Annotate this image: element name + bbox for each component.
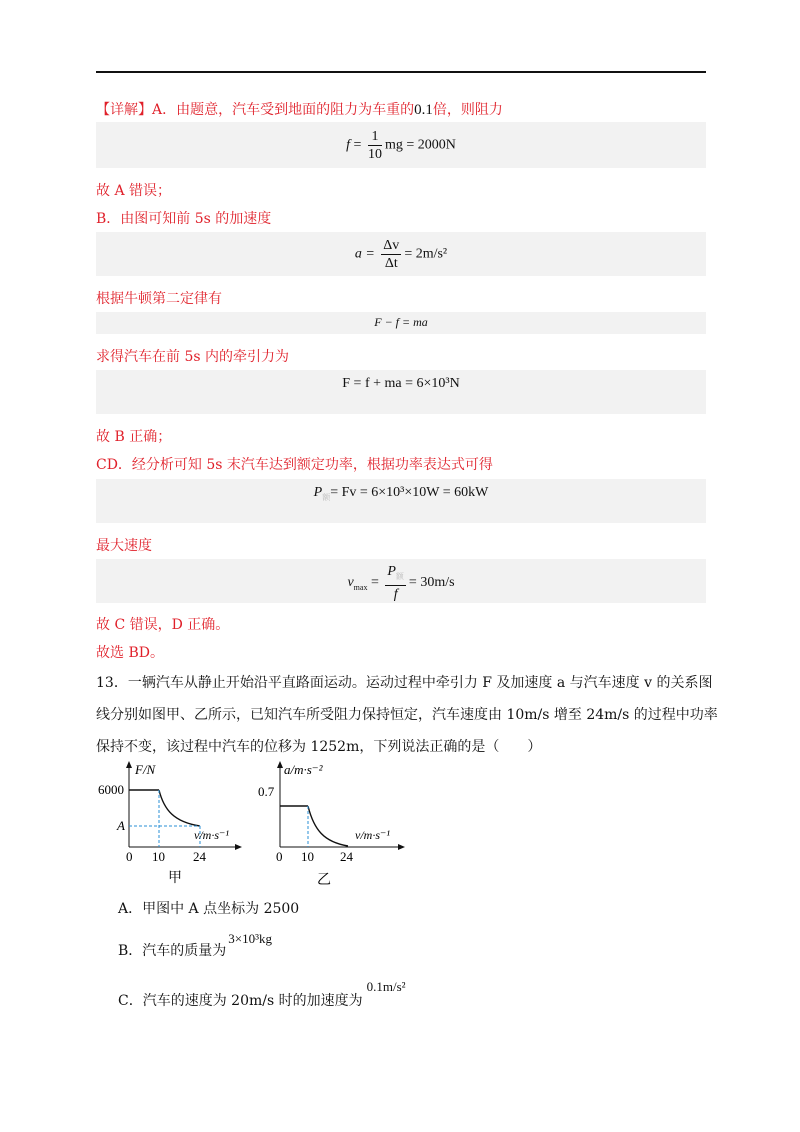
option-a: A．甲图中 A 点坐标为 2500 <box>118 901 300 917</box>
jia-x-label: v/m·s⁻¹ <box>194 828 229 842</box>
solution-intro: 【详解】A．由题意，汽车受到地面的阻力为车重的0.1倍，则阻力 <box>96 102 503 118</box>
yi-x-label: v/m·s⁻¹ <box>355 828 390 842</box>
jia-origin: 0 <box>126 849 133 864</box>
b-right: 故 B 正确； <box>96 429 172 445</box>
jia-caption: 甲 <box>168 871 182 886</box>
option-c: C．汽车的速度为 20m/s 时的加速度为0.1m/s² <box>118 979 406 1009</box>
final-answer: 故选 BD。 <box>96 645 164 661</box>
question-line-2: 线分别如图甲、乙所示，已知汽车所受阻力保持恒定，汽车速度由 10m/s 增至 24m/s 的过程中功率 <box>96 707 718 723</box>
formula-box-max-speed <box>96 559 706 603</box>
jia-tick-6000: 6000 <box>98 782 124 797</box>
formula-box-friction <box>96 122 706 168</box>
figures <box>92 760 422 890</box>
formula-accel: a = $\frac{\Delta v}{\Delta t}$ = 2m/s² <box>354 238 448 271</box>
formula-max-speed: $v_{max}$ = $\frac{P_额}{f}$ = 30m/s <box>347 564 455 602</box>
figure-jia <box>98 762 239 886</box>
option-c-value: 0.1m/s² <box>366 979 406 994</box>
figure-yi <box>258 762 402 888</box>
option-b-value: 3×10³kg <box>228 931 273 946</box>
yi-tick-10: 10 <box>301 849 314 864</box>
question-line-3: 保持不变，该过程中汽车的位移为 1252m，下列说法正确的是（ ） <box>96 739 542 755</box>
option-b: B．汽车的质量为3×10³kg <box>118 931 273 959</box>
formula-box-newton <box>96 312 706 334</box>
yi-y-label: a/m·s⁻² <box>284 762 323 777</box>
traction-intro: 求得汽车在前 5s 内的牵引力为 <box>96 349 289 365</box>
yi-curve <box>308 806 348 846</box>
formula-friction: f = $\frac{1}{10}$ mg = 2000N <box>346 129 456 162</box>
newton-law: 根据牛顿第二定律有 <box>96 291 222 307</box>
a-wrong: 故 A 错误； <box>96 183 172 199</box>
max-speed-label: 最大速度 <box>96 538 152 554</box>
c-wrong: 故 C 错误，D 正确。 <box>96 617 230 633</box>
question-line-1: 13．一辆汽车从静止开始沿平直路面运动。运动过程中牵引力 F 及加速度 a 与汽车速度 v 的关系图 <box>96 675 713 691</box>
formula-box-traction <box>96 370 706 414</box>
jia-tick-a: A <box>117 818 125 833</box>
formula-traction: F = f + ma = 6×10³N <box>342 376 460 391</box>
yi-tick-24: 24 <box>340 849 353 864</box>
b-intro: B．由图可知前 5s 的加速度 <box>96 211 272 227</box>
jia-y-label: F/N <box>135 762 156 777</box>
jia-curve <box>159 790 200 826</box>
cd-intro: CD．经分析可知 5s 末汽车达到额定功率，根据功率表达式可得 <box>96 457 493 473</box>
jia-tick-24: 24 <box>193 849 206 864</box>
coefficient: 0.1 <box>414 102 433 118</box>
formula-newton: F − f = ma <box>374 315 428 329</box>
yi-origin: 0 <box>276 849 283 864</box>
jia-tick-10: 10 <box>152 849 165 864</box>
yi-caption: 乙 <box>317 873 331 888</box>
yi-tick-07: 0.7 <box>258 784 275 799</box>
formula-power: $P_额= Fv = 6\times 10^3\times 10W = 60kW$ <box>313 485 489 502</box>
formula-box-power <box>96 479 706 523</box>
formula-box-accel <box>96 232 706 276</box>
header-rule <box>96 71 706 73</box>
